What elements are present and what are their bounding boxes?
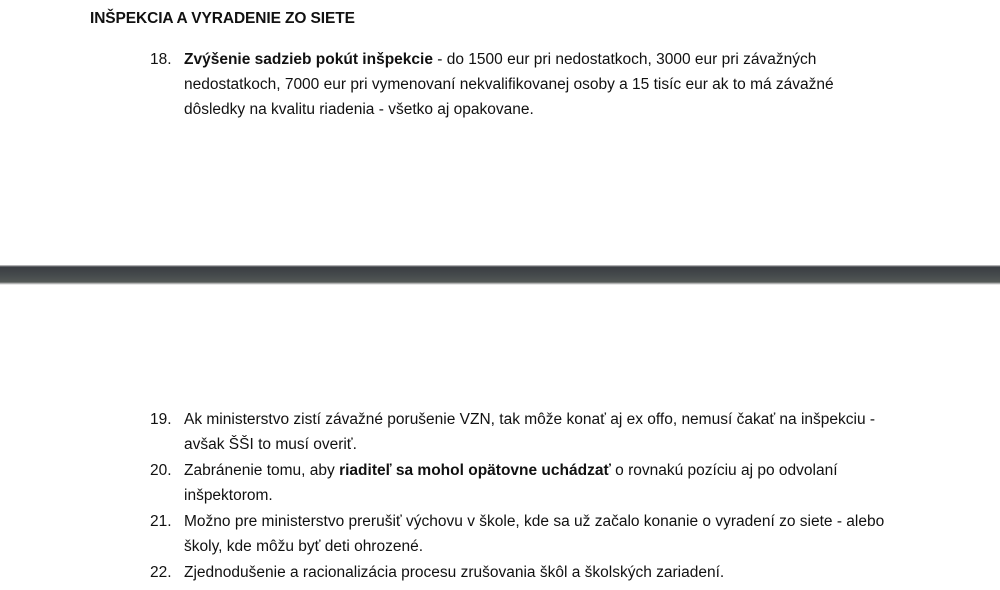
list-item-text: Zjednodušenie a racionalizácia procesu zrušovania škôl a školských zariadení. — [184, 564, 725, 581]
list-item-number: 18. — [150, 51, 172, 68]
list-item-bold-mid: riaditeľ sa mohol opätovne uchádzať — [339, 462, 611, 479]
list-item-number: 19. — [150, 411, 172, 428]
list-item-18 — [150, 47, 890, 122]
list-item-text — [184, 458, 890, 508]
list-item-text-after: o rovnakú pozíciu aj po odvolaní inšpektorom. — [184, 462, 838, 504]
page-separator — [0, 265, 1000, 285]
list-item-text: Ak ministerstvo zistí závažné porušenie VZN, tak môže konať aj ex offo, nemusí čakať na inšpekciu - avšak ŠŠI to musí overiť. — [184, 411, 876, 453]
list-item-20 — [150, 458, 890, 508]
list-item-number: 20. — [150, 462, 172, 479]
document-page-top — [0, 0, 1000, 265]
list-item-21 — [150, 509, 890, 559]
list-item-number: 22. — [150, 564, 172, 581]
section-heading: INŠPEKCIA A VYRADENIE ZO SIETE — [90, 10, 355, 27]
list-item-text-before: Zabránenie tomu, aby — [184, 462, 340, 479]
list-item-text — [184, 47, 890, 122]
list-item-19 — [150, 407, 890, 457]
list-item-rest: - do 1500 eur pri nedostatkoch, 3000 eur pri závažných nedostatkoch, 7000 eur pri vymenovaní nekvalifikovanej osoby a 15 tisíc eur ak to má závažné dôsledky na kvalitu riadenia - všetko aj opakovane. — [184, 51, 834, 118]
list-item-22 — [150, 560, 890, 585]
list-item-number: 21. — [150, 513, 172, 530]
list-item-text: Možno pre ministerstvo prerušiť výchovu v škole, kde sa už začalo konanie o vyradení zo siete - alebo školy, kde môžu byť deti ohrozené. — [184, 513, 885, 555]
list-item-bold-lead: Zvýšenie sadzieb pokút inšpekcie — [184, 51, 433, 68]
